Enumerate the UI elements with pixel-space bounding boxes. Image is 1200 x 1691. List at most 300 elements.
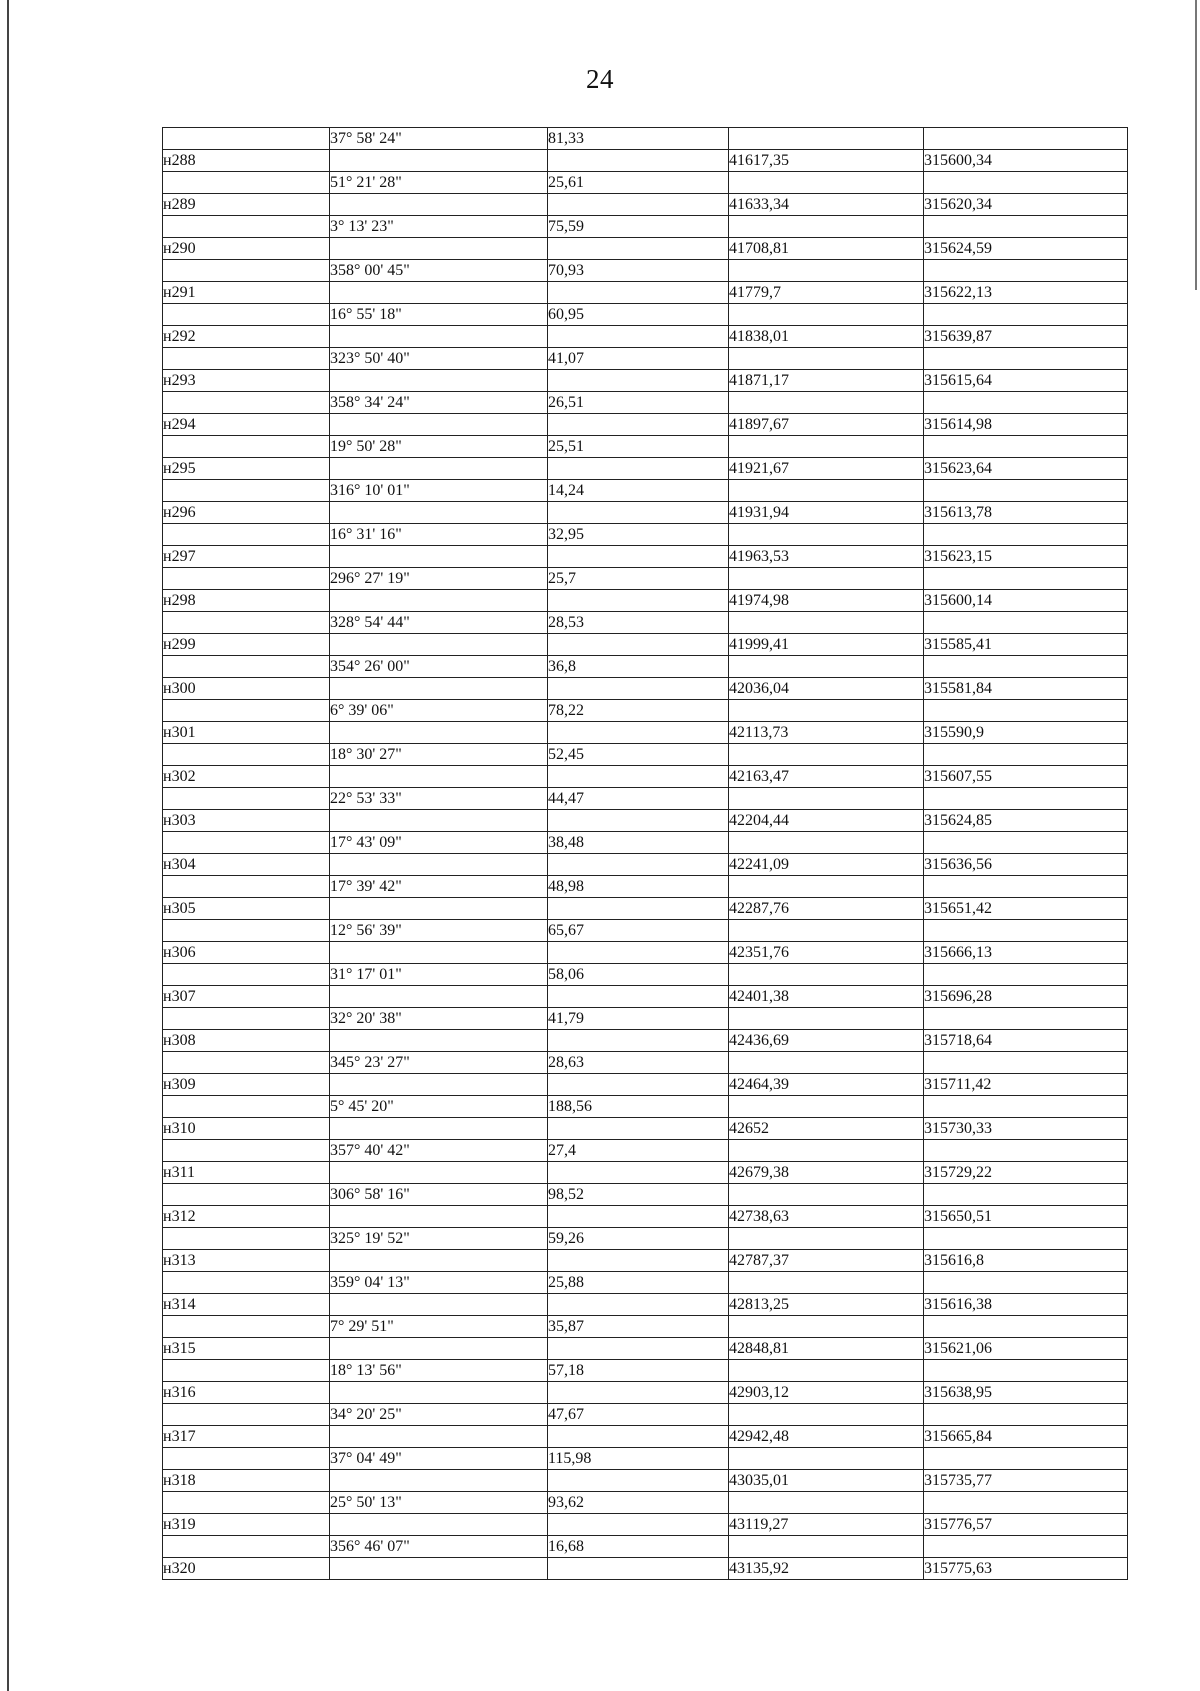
segment-row bbox=[163, 1448, 1128, 1470]
x-coordinate-cell: 41708,81 bbox=[729, 238, 924, 260]
angle-cell: 5° 45' 20" bbox=[330, 1096, 548, 1118]
x-coordinate-cell bbox=[729, 260, 924, 282]
distance-cell bbox=[548, 282, 729, 304]
scan-margin-line-right bbox=[1195, 0, 1197, 290]
point-row bbox=[163, 1558, 1128, 1580]
point-name-cell bbox=[163, 216, 330, 238]
distance-cell bbox=[548, 1426, 729, 1448]
angle-cell: 357° 40' 42" bbox=[330, 1140, 548, 1162]
coordinates-table bbox=[162, 127, 1128, 1580]
angle-cell bbox=[330, 1250, 548, 1272]
y-coordinate-cell bbox=[924, 1184, 1128, 1206]
y-coordinate-cell bbox=[924, 128, 1128, 150]
point-name-cell bbox=[163, 1140, 330, 1162]
point-name-cell bbox=[163, 392, 330, 414]
x-coordinate-cell: 42738,63 bbox=[729, 1206, 924, 1228]
y-coordinate-cell: 315624,59 bbox=[924, 238, 1128, 260]
y-coordinate-cell bbox=[924, 1536, 1128, 1558]
distance-cell bbox=[548, 546, 729, 568]
segment-row bbox=[163, 172, 1128, 194]
x-coordinate-cell: 42436,69 bbox=[729, 1030, 924, 1052]
segment-row bbox=[163, 436, 1128, 458]
angle-cell bbox=[330, 634, 548, 656]
angle-cell bbox=[330, 150, 548, 172]
x-coordinate-cell bbox=[729, 436, 924, 458]
y-coordinate-cell: 315585,41 bbox=[924, 634, 1128, 656]
x-coordinate-cell: 41838,01 bbox=[729, 326, 924, 348]
distance-cell bbox=[548, 942, 729, 964]
distance-cell: 36,8 bbox=[548, 656, 729, 678]
y-coordinate-cell: 315590,9 bbox=[924, 722, 1128, 744]
y-coordinate-cell bbox=[924, 1360, 1128, 1382]
y-coordinate-cell bbox=[924, 1052, 1128, 1074]
segment-row bbox=[163, 1008, 1128, 1030]
y-coordinate-cell bbox=[924, 172, 1128, 194]
point-name-cell bbox=[163, 128, 330, 150]
y-coordinate-cell bbox=[924, 348, 1128, 370]
distance-cell: 75,59 bbox=[548, 216, 729, 238]
point-row bbox=[163, 150, 1128, 172]
distance-cell bbox=[548, 898, 729, 920]
segment-row bbox=[163, 392, 1128, 414]
point-name-cell: н306 bbox=[163, 942, 330, 964]
point-row bbox=[163, 1206, 1128, 1228]
y-coordinate-cell: 315718,64 bbox=[924, 1030, 1128, 1052]
y-coordinate-cell: 315696,28 bbox=[924, 986, 1128, 1008]
x-coordinate-cell bbox=[729, 1272, 924, 1294]
point-name-cell bbox=[163, 1360, 330, 1382]
x-coordinate-cell: 42652 bbox=[729, 1118, 924, 1140]
x-coordinate-cell bbox=[729, 1184, 924, 1206]
point-name-cell: н317 bbox=[163, 1426, 330, 1448]
point-row bbox=[163, 986, 1128, 1008]
angle-cell bbox=[330, 942, 548, 964]
distance-cell: 59,26 bbox=[548, 1228, 729, 1250]
point-name-cell bbox=[163, 1404, 330, 1426]
point-name-cell bbox=[163, 788, 330, 810]
x-coordinate-cell bbox=[729, 348, 924, 370]
angle-cell bbox=[330, 502, 548, 524]
angle-cell bbox=[330, 854, 548, 876]
x-coordinate-cell: 42163,47 bbox=[729, 766, 924, 788]
x-coordinate-cell bbox=[729, 1096, 924, 1118]
angle-cell bbox=[330, 1074, 548, 1096]
y-coordinate-cell: 315581,84 bbox=[924, 678, 1128, 700]
x-coordinate-cell: 42401,38 bbox=[729, 986, 924, 1008]
point-name-cell: н308 bbox=[163, 1030, 330, 1052]
distance-cell: 188,56 bbox=[548, 1096, 729, 1118]
angle-cell bbox=[330, 1206, 548, 1228]
distance-cell bbox=[548, 1338, 729, 1360]
point-name-cell: н313 bbox=[163, 1250, 330, 1272]
point-row bbox=[163, 942, 1128, 964]
y-coordinate-cell bbox=[924, 964, 1128, 986]
coordinates-table-body bbox=[163, 128, 1128, 1580]
point-name-cell bbox=[163, 1316, 330, 1338]
x-coordinate-cell: 42464,39 bbox=[729, 1074, 924, 1096]
angle-cell: 32° 20' 38" bbox=[330, 1008, 548, 1030]
x-coordinate-cell: 42787,37 bbox=[729, 1250, 924, 1272]
angle-cell: 358° 00' 45" bbox=[330, 260, 548, 282]
angle-cell: 7° 29' 51" bbox=[330, 1316, 548, 1338]
segment-row bbox=[163, 1316, 1128, 1338]
segment-row bbox=[163, 1052, 1128, 1074]
point-row bbox=[163, 194, 1128, 216]
scan-margin-line bbox=[7, 0, 9, 1691]
distance-cell bbox=[548, 326, 729, 348]
distance-cell bbox=[548, 986, 729, 1008]
angle-cell bbox=[330, 722, 548, 744]
segment-row bbox=[163, 1404, 1128, 1426]
angle-cell bbox=[330, 1514, 548, 1536]
point-name-cell: н303 bbox=[163, 810, 330, 832]
point-name-cell: н310 bbox=[163, 1118, 330, 1140]
distance-cell bbox=[548, 458, 729, 480]
segment-row bbox=[163, 876, 1128, 898]
y-coordinate-cell: 315638,95 bbox=[924, 1382, 1128, 1404]
angle-cell: 17° 43' 09" bbox=[330, 832, 548, 854]
x-coordinate-cell: 42241,09 bbox=[729, 854, 924, 876]
distance-cell: 26,51 bbox=[548, 392, 729, 414]
angle-cell bbox=[330, 1426, 548, 1448]
distance-cell: 78,22 bbox=[548, 700, 729, 722]
point-name-cell bbox=[163, 612, 330, 634]
angle-cell: 316° 10' 01" bbox=[330, 480, 548, 502]
y-coordinate-cell: 315711,42 bbox=[924, 1074, 1128, 1096]
point-row bbox=[163, 766, 1128, 788]
segment-row bbox=[163, 348, 1128, 370]
angle-cell bbox=[330, 1030, 548, 1052]
x-coordinate-cell bbox=[729, 524, 924, 546]
x-coordinate-cell bbox=[729, 700, 924, 722]
point-name-cell: н289 bbox=[163, 194, 330, 216]
y-coordinate-cell bbox=[924, 1448, 1128, 1470]
point-name-cell bbox=[163, 744, 330, 766]
y-coordinate-cell: 315729,22 bbox=[924, 1162, 1128, 1184]
y-coordinate-cell: 315666,13 bbox=[924, 942, 1128, 964]
distance-cell: 27,4 bbox=[548, 1140, 729, 1162]
angle-cell: 31° 17' 01" bbox=[330, 964, 548, 986]
point-row bbox=[163, 1514, 1128, 1536]
angle-cell: 328° 54' 44" bbox=[330, 612, 548, 634]
angle-cell: 22° 53' 33" bbox=[330, 788, 548, 810]
y-coordinate-cell: 315639,87 bbox=[924, 326, 1128, 348]
point-name-cell: н296 bbox=[163, 502, 330, 524]
distance-cell: 14,24 bbox=[548, 480, 729, 502]
y-coordinate-cell: 315775,63 bbox=[924, 1558, 1128, 1580]
angle-cell bbox=[330, 282, 548, 304]
distance-cell bbox=[548, 1294, 729, 1316]
angle-cell bbox=[330, 1294, 548, 1316]
segment-row bbox=[163, 216, 1128, 238]
point-name-cell bbox=[163, 1096, 330, 1118]
point-name-cell bbox=[163, 1492, 330, 1514]
x-coordinate-cell bbox=[729, 1008, 924, 1030]
y-coordinate-cell: 315623,15 bbox=[924, 546, 1128, 568]
y-coordinate-cell bbox=[924, 744, 1128, 766]
point-name-cell bbox=[163, 656, 330, 678]
y-coordinate-cell bbox=[924, 568, 1128, 590]
distance-cell: 28,63 bbox=[548, 1052, 729, 1074]
point-row bbox=[163, 1030, 1128, 1052]
segment-row bbox=[163, 612, 1128, 634]
distance-cell bbox=[548, 1250, 729, 1272]
x-coordinate-cell: 42351,76 bbox=[729, 942, 924, 964]
point-name-cell bbox=[163, 568, 330, 590]
point-name-cell: н302 bbox=[163, 766, 330, 788]
x-coordinate-cell: 43135,92 bbox=[729, 1558, 924, 1580]
point-row bbox=[163, 1162, 1128, 1184]
y-coordinate-cell bbox=[924, 700, 1128, 722]
y-coordinate-cell: 315616,8 bbox=[924, 1250, 1128, 1272]
point-name-cell bbox=[163, 436, 330, 458]
distance-cell bbox=[548, 1030, 729, 1052]
point-name-cell bbox=[163, 1448, 330, 1470]
distance-cell bbox=[548, 150, 729, 172]
y-coordinate-cell bbox=[924, 832, 1128, 854]
point-name-cell: н311 bbox=[163, 1162, 330, 1184]
angle-cell bbox=[330, 238, 548, 260]
segment-row bbox=[163, 788, 1128, 810]
angle-cell: 18° 13' 56" bbox=[330, 1360, 548, 1382]
point-name-cell bbox=[163, 1272, 330, 1294]
x-coordinate-cell bbox=[729, 216, 924, 238]
point-name-cell: н309 bbox=[163, 1074, 330, 1096]
angle-cell: 323° 50' 40" bbox=[330, 348, 548, 370]
segment-row bbox=[163, 920, 1128, 942]
distance-cell bbox=[548, 502, 729, 524]
segment-row bbox=[163, 744, 1128, 766]
x-coordinate-cell: 42204,44 bbox=[729, 810, 924, 832]
x-coordinate-cell: 41897,67 bbox=[729, 414, 924, 436]
angle-cell: 16° 31' 16" bbox=[330, 524, 548, 546]
distance-cell bbox=[548, 1558, 729, 1580]
distance-cell bbox=[548, 238, 729, 260]
point-name-cell bbox=[163, 1536, 330, 1558]
y-coordinate-cell bbox=[924, 1492, 1128, 1514]
distance-cell: 41,79 bbox=[548, 1008, 729, 1030]
point-name-cell: н291 bbox=[163, 282, 330, 304]
x-coordinate-cell: 42942,48 bbox=[729, 1426, 924, 1448]
y-coordinate-cell: 315730,33 bbox=[924, 1118, 1128, 1140]
point-row bbox=[163, 634, 1128, 656]
x-coordinate-cell bbox=[729, 744, 924, 766]
distance-cell bbox=[548, 634, 729, 656]
point-name-cell bbox=[163, 700, 330, 722]
point-name-cell: н300 bbox=[163, 678, 330, 700]
x-coordinate-cell: 41963,53 bbox=[729, 546, 924, 568]
y-coordinate-cell bbox=[924, 1008, 1128, 1030]
distance-cell: 25,61 bbox=[548, 172, 729, 194]
point-row bbox=[163, 1074, 1128, 1096]
y-coordinate-cell bbox=[924, 1316, 1128, 1338]
angle-cell bbox=[330, 1118, 548, 1140]
angle-cell: 18° 30' 27" bbox=[330, 744, 548, 766]
y-coordinate-cell: 315621,06 bbox=[924, 1338, 1128, 1360]
point-row bbox=[163, 1250, 1128, 1272]
point-name-cell bbox=[163, 172, 330, 194]
point-name-cell bbox=[163, 348, 330, 370]
x-coordinate-cell bbox=[729, 920, 924, 942]
distance-cell: 93,62 bbox=[548, 1492, 729, 1514]
angle-cell bbox=[330, 1470, 548, 1492]
point-name-cell: н304 bbox=[163, 854, 330, 876]
distance-cell: 41,07 bbox=[548, 348, 729, 370]
angle-cell bbox=[330, 810, 548, 832]
distance-cell: 25,7 bbox=[548, 568, 729, 590]
segment-row bbox=[163, 260, 1128, 282]
y-coordinate-cell: 315651,42 bbox=[924, 898, 1128, 920]
y-coordinate-cell bbox=[924, 1096, 1128, 1118]
angle-cell bbox=[330, 986, 548, 1008]
distance-cell bbox=[548, 678, 729, 700]
distance-cell: 25,88 bbox=[548, 1272, 729, 1294]
angle-cell bbox=[330, 194, 548, 216]
y-coordinate-cell: 315600,14 bbox=[924, 590, 1128, 612]
point-name-cell bbox=[163, 524, 330, 546]
angle-cell: 37° 04' 49" bbox=[330, 1448, 548, 1470]
y-coordinate-cell bbox=[924, 392, 1128, 414]
distance-cell bbox=[548, 1382, 729, 1404]
angle-cell: 25° 50' 13" bbox=[330, 1492, 548, 1514]
distance-cell: 70,93 bbox=[548, 260, 729, 282]
y-coordinate-cell: 315622,13 bbox=[924, 282, 1128, 304]
point-name-cell: н314 bbox=[163, 1294, 330, 1316]
distance-cell: 25,51 bbox=[548, 436, 729, 458]
angle-cell: 325° 19' 52" bbox=[330, 1228, 548, 1250]
segment-row bbox=[163, 1096, 1128, 1118]
distance-cell: 52,45 bbox=[548, 744, 729, 766]
distance-cell bbox=[548, 722, 729, 744]
y-coordinate-cell: 315616,38 bbox=[924, 1294, 1128, 1316]
point-name-cell: н301 bbox=[163, 722, 330, 744]
x-coordinate-cell bbox=[729, 1492, 924, 1514]
distance-cell bbox=[548, 1118, 729, 1140]
distance-cell: 115,98 bbox=[548, 1448, 729, 1470]
y-coordinate-cell bbox=[924, 304, 1128, 326]
point-name-cell: н295 bbox=[163, 458, 330, 480]
segment-row bbox=[163, 524, 1128, 546]
segment-row bbox=[163, 1228, 1128, 1250]
point-row bbox=[163, 898, 1128, 920]
distance-cell bbox=[548, 370, 729, 392]
angle-cell bbox=[330, 590, 548, 612]
distance-cell: 98,52 bbox=[548, 1184, 729, 1206]
x-coordinate-cell: 42848,81 bbox=[729, 1338, 924, 1360]
distance-cell bbox=[548, 1470, 729, 1492]
y-coordinate-cell bbox=[924, 1404, 1128, 1426]
angle-cell: 296° 27' 19" bbox=[330, 568, 548, 590]
y-coordinate-cell bbox=[924, 260, 1128, 282]
x-coordinate-cell bbox=[729, 656, 924, 678]
point-row bbox=[163, 1426, 1128, 1448]
distance-cell: 32,95 bbox=[548, 524, 729, 546]
y-coordinate-cell: 315665,84 bbox=[924, 1426, 1128, 1448]
distance-cell bbox=[548, 1162, 729, 1184]
distance-cell: 28,53 bbox=[548, 612, 729, 634]
point-name-cell bbox=[163, 480, 330, 502]
y-coordinate-cell: 315607,55 bbox=[924, 766, 1128, 788]
angle-cell bbox=[330, 766, 548, 788]
angle-cell bbox=[330, 1162, 548, 1184]
y-coordinate-cell bbox=[924, 656, 1128, 678]
point-row bbox=[163, 678, 1128, 700]
y-coordinate-cell: 315624,85 bbox=[924, 810, 1128, 832]
distance-cell bbox=[548, 194, 729, 216]
point-name-cell: н312 bbox=[163, 1206, 330, 1228]
angle-cell bbox=[330, 1558, 548, 1580]
point-row bbox=[163, 458, 1128, 480]
segment-row bbox=[163, 656, 1128, 678]
point-row bbox=[163, 414, 1128, 436]
point-row bbox=[163, 1294, 1128, 1316]
x-coordinate-cell: 42036,04 bbox=[729, 678, 924, 700]
point-row bbox=[163, 502, 1128, 524]
point-name-cell: н319 bbox=[163, 1514, 330, 1536]
x-coordinate-cell: 41999,41 bbox=[729, 634, 924, 656]
y-coordinate-cell: 315620,34 bbox=[924, 194, 1128, 216]
x-coordinate-cell bbox=[729, 1052, 924, 1074]
point-row bbox=[163, 326, 1128, 348]
distance-cell bbox=[548, 766, 729, 788]
point-name-cell: н292 bbox=[163, 326, 330, 348]
distance-cell: 35,87 bbox=[548, 1316, 729, 1338]
point-name-cell: н298 bbox=[163, 590, 330, 612]
x-coordinate-cell bbox=[729, 964, 924, 986]
segment-row bbox=[163, 1140, 1128, 1162]
angle-cell: 37° 58' 24" bbox=[330, 128, 548, 150]
distance-cell bbox=[548, 590, 729, 612]
point-name-cell bbox=[163, 832, 330, 854]
x-coordinate-cell bbox=[729, 832, 924, 854]
angle-cell: 51° 21' 28" bbox=[330, 172, 548, 194]
y-coordinate-cell: 315650,51 bbox=[924, 1206, 1128, 1228]
angle-cell bbox=[330, 546, 548, 568]
distance-cell bbox=[548, 414, 729, 436]
segment-row bbox=[163, 1360, 1128, 1382]
point-row bbox=[163, 590, 1128, 612]
x-coordinate-cell: 41871,17 bbox=[729, 370, 924, 392]
point-name-cell: н294 bbox=[163, 414, 330, 436]
point-row bbox=[163, 722, 1128, 744]
distance-cell bbox=[548, 1206, 729, 1228]
y-coordinate-cell bbox=[924, 788, 1128, 810]
angle-cell: 3° 13' 23" bbox=[330, 216, 548, 238]
point-name-cell bbox=[163, 920, 330, 942]
x-coordinate-cell bbox=[729, 1140, 924, 1162]
point-row bbox=[163, 1118, 1128, 1140]
segment-row bbox=[163, 832, 1128, 854]
segment-row bbox=[163, 568, 1128, 590]
x-coordinate-cell: 41779,7 bbox=[729, 282, 924, 304]
x-coordinate-cell bbox=[729, 1448, 924, 1470]
point-name-cell bbox=[163, 1052, 330, 1074]
distance-cell: 81,33 bbox=[548, 128, 729, 150]
distance-cell: 58,06 bbox=[548, 964, 729, 986]
distance-cell: 44,47 bbox=[548, 788, 729, 810]
point-name-cell bbox=[163, 1184, 330, 1206]
segment-row bbox=[163, 964, 1128, 986]
point-name-cell bbox=[163, 876, 330, 898]
y-coordinate-cell: 315636,56 bbox=[924, 854, 1128, 876]
x-coordinate-cell: 41931,94 bbox=[729, 502, 924, 524]
angle-cell bbox=[330, 1382, 548, 1404]
point-name-cell: н290 bbox=[163, 238, 330, 260]
angle-cell bbox=[330, 414, 548, 436]
distance-cell: 38,48 bbox=[548, 832, 729, 854]
x-coordinate-cell: 41974,98 bbox=[729, 590, 924, 612]
angle-cell bbox=[330, 370, 548, 392]
